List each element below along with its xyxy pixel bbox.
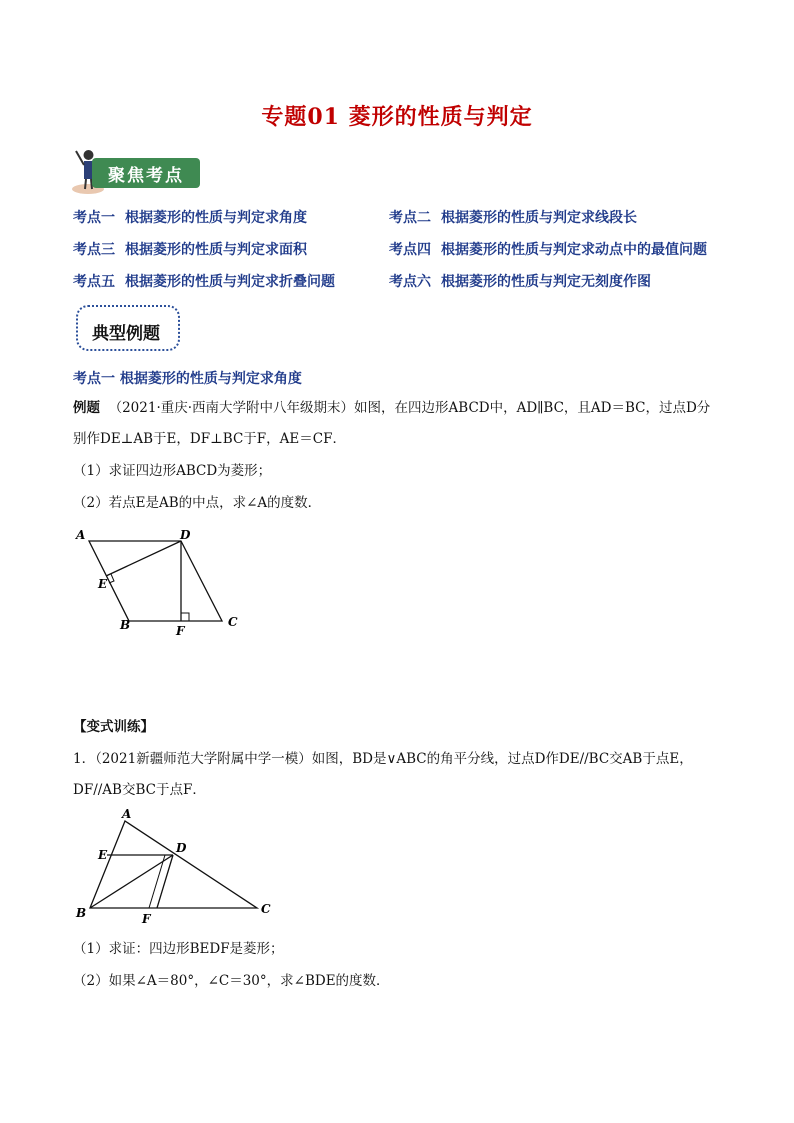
example-text-1: （2021·重庆·西南大学附中八年级期末）如图，在四边形ABCD中，AD∥BC，且AD＝BC，过点D分 [108,400,711,416]
kaodian-prefix: 考点二 [389,210,431,226]
label-B: B [120,618,131,632]
example-line-2: 别作DE⊥AB于E，DF⊥BC于F，AE＝CF． [73,431,346,447]
example-line-1 [73,399,710,417]
kaodian-prefix: 考点五 [73,274,115,290]
kaodian-prefix: 考点一 [73,210,115,226]
example-label: 例题 [73,400,100,416]
label-B: B [76,906,87,920]
kaodian-prefix: 考点六 [389,274,431,290]
label-A: A [76,528,86,542]
label-C: C [261,902,271,916]
kaodian-text: 根据菱形的性质与判定求动点中的最值问题 [441,242,707,258]
kaodian-item-4 [389,239,707,259]
label-D: D [176,841,187,855]
label-F: F [176,624,185,638]
label-E: E [98,848,108,862]
kaodian-text: 根据菱形的性质与判定求折叠问题 [125,274,335,290]
kaodian-item-3 [73,239,307,259]
section-heading: 考点一 根据菱形的性质与判定求角度 [73,371,302,387]
kaodian-text: 根据菱形的性质与判定求角度 [125,210,307,226]
example-question-2: （2）若点E是AB的中点，求∠A的度数． [73,495,322,511]
variant-question-1: （1）求证：四边形BEDF是菱形； [73,941,284,957]
kaodian-prefix: 考点四 [389,242,431,258]
kaodian-text: 根据菱形的性质与判定求面积 [125,242,307,258]
label-E: E [98,577,108,591]
page-title: 专题01 菱形的性质与判定 [261,104,533,130]
variant-line-2: DF//AB交BC于点F． [73,782,206,798]
example-question-1: （1）求证四边形ABCD为菱形； [73,463,272,479]
kaodian-text: 根据菱形的性质与判定求线段长 [441,210,637,226]
figure-triangle [70,805,285,930]
kaodian-text: 根据菱形的性质与判定无刻度作图 [441,274,651,290]
focus-banner [70,145,202,195]
example-box-label: 典型例题 [92,324,160,344]
kaodian-item-5 [73,271,335,291]
label-A: A [122,807,132,821]
kaodian-prefix: 考点三 [73,242,115,258]
label-D: D [180,528,191,542]
variant-line-1: 1．（2021新疆师范大学附属中学一模）如图，BD是∨ABC的角平分线，过点D作DE//BC交AB于点E， [73,751,693,767]
variant-question-2: （2）如果∠A＝80°，∠C＝30°，求∠BDE的度数． [73,973,390,989]
kaodian-item-6 [389,271,651,291]
variant-heading: 【变式训练】 [73,719,154,735]
kaodian-item-1 [73,207,307,227]
kaodian-item-2 [389,207,637,227]
banner-label: 聚焦考点 [108,166,184,186]
label-C: C [228,615,238,629]
label-F: F [142,912,151,926]
figure-rhombus [70,525,250,640]
